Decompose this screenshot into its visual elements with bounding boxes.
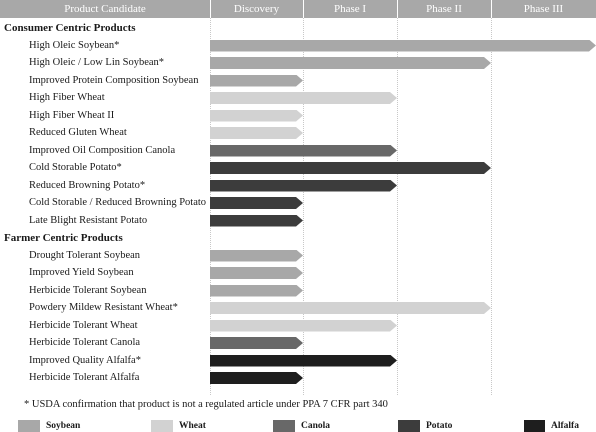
header-cell: Product Candidate	[0, 0, 210, 18]
legend-label: Wheat	[179, 421, 206, 431]
product-label: Improved Quality Alfalfa*	[29, 354, 141, 366]
bar-alfalfa	[210, 355, 397, 367]
product-label: Reduced Browning Potato*	[29, 179, 146, 191]
legend-swatch-potato	[398, 420, 420, 432]
header-cell: Phase II	[397, 0, 491, 18]
product-label: Herbicide Tolerant Wheat	[29, 319, 138, 331]
legend-label: Soybean	[46, 421, 81, 431]
section-heading: Consumer Centric Products	[4, 22, 136, 34]
footnote: * USDA confirmation that product is not a regulated article under PPA 7 CFR part 340	[24, 399, 388, 410]
product-label: Improved Oil Composition Canola	[29, 144, 176, 156]
bar-soybean	[210, 40, 596, 52]
legend-label: Potato	[426, 421, 453, 431]
bar-canola	[210, 337, 303, 349]
product-label: Improved Protein Composition Soybean	[29, 74, 199, 86]
product-label: Herbicide Tolerant Alfalfa	[29, 372, 140, 383]
bar-soybean	[210, 267, 303, 279]
product-label: Reduced Gluten Wheat	[29, 127, 127, 138]
product-label: Drought Tolerant Soybean	[29, 249, 141, 261]
product-label: Cold Storable / Reduced Browning Potato	[29, 197, 207, 208]
section-heading: Farmer Centric Products	[4, 232, 123, 244]
bar-wheat	[210, 92, 397, 104]
bar-wheat	[210, 302, 491, 314]
header-separator	[397, 0, 398, 18]
legend-swatch-wheat	[151, 420, 173, 432]
header-separator	[491, 0, 492, 18]
product-label: High Fiber Wheat	[29, 92, 105, 103]
legend-swatch-soybean	[18, 420, 40, 432]
bar-wheat	[210, 110, 303, 122]
legend-label: Alfalfa	[551, 421, 579, 431]
bar-alfalfa	[210, 372, 303, 384]
product-label: High Oleic Soybean*	[29, 39, 120, 51]
legend-label: Canola	[301, 421, 331, 431]
bar-soybean	[210, 75, 303, 87]
bar-soybean	[210, 285, 303, 297]
legend-swatch-alfalfa	[524, 420, 545, 432]
product-label: Cold Storable Potato*	[29, 162, 122, 173]
bar-potato	[210, 162, 491, 174]
header-separator	[303, 0, 304, 18]
product-label: Late Blight Resistant Potato	[29, 214, 148, 226]
header-separator	[210, 0, 211, 18]
bar-potato	[210, 215, 303, 227]
bar-potato	[210, 197, 303, 209]
stage-gridline	[397, 18, 398, 395]
product-label: High Fiber Wheat II	[29, 109, 115, 121]
header-cell: Discovery	[210, 0, 303, 18]
stage-gridline	[491, 18, 492, 395]
product-label: Herbicide Tolerant Soybean	[29, 284, 147, 296]
bar-wheat	[210, 320, 397, 332]
product-label: High Oleic / Low Lin Soybean*	[29, 57, 165, 68]
bar-canola	[210, 145, 397, 157]
bar-potato	[210, 180, 397, 192]
bar-soybean	[210, 57, 491, 69]
product-label: Herbicide Tolerant Canola	[29, 337, 141, 348]
bar-soybean	[210, 250, 303, 262]
legend-swatch-canola	[273, 420, 295, 432]
product-label: Powdery Mildew Resistant Wheat*	[29, 302, 178, 313]
stage-gridline	[303, 18, 304, 395]
header-cell: Phase III	[491, 0, 596, 18]
header-cell: Phase I	[303, 0, 397, 18]
product-label: Improved Yield Soybean	[29, 267, 134, 278]
bar-wheat	[210, 127, 303, 139]
legend	[0, 420, 596, 432]
